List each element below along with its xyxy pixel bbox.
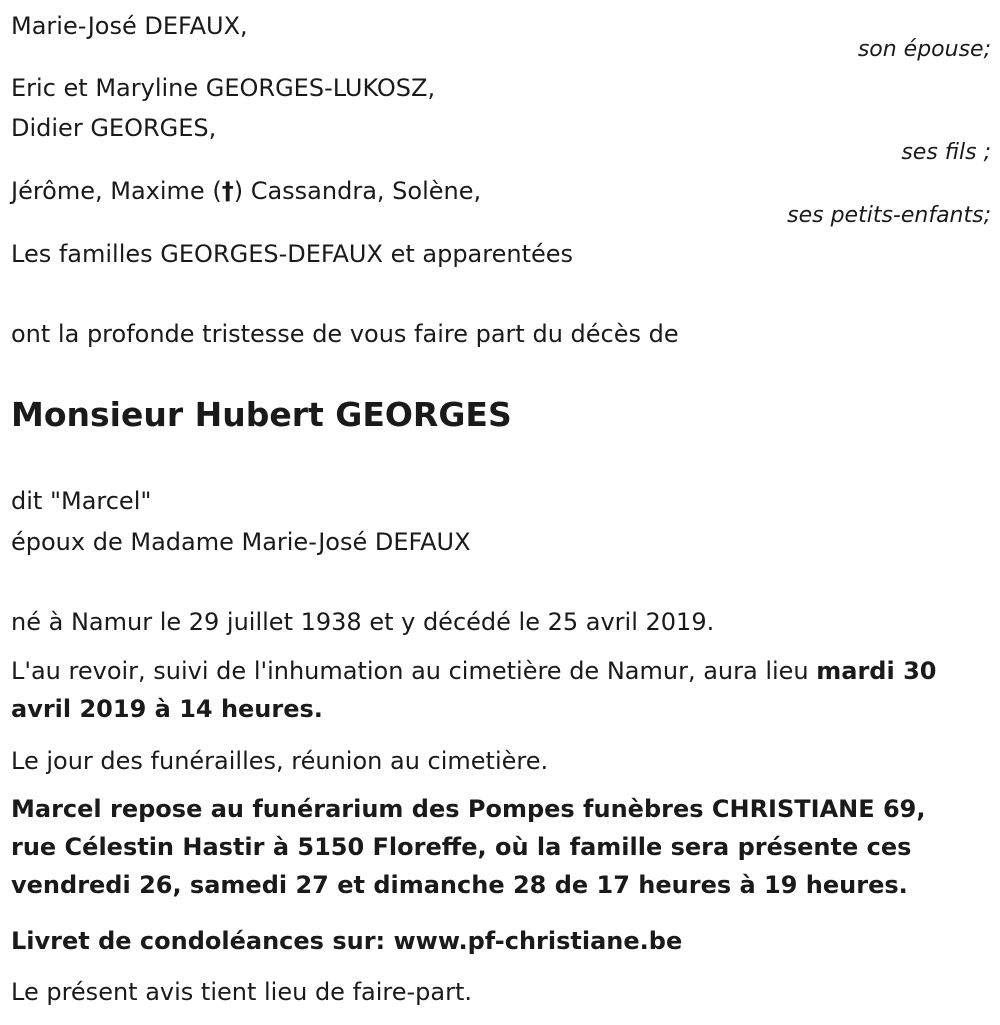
meeting-info: Le jour des funérailles, réunion au cimetière. <box>11 747 549 775</box>
spouse-name: Marie-José DEFAUX, <box>11 12 248 40</box>
spouse-of: époux de Madame Marie-José DEFAUX <box>11 528 471 556</box>
grandchildren-part-a: Jérôme, Maxime ( <box>11 177 222 205</box>
farewell-text: L'au revoir, suivi de l'inhumation au cimetière de Namur, aura lieu <box>11 657 817 685</box>
sons-role: ses fils ; <box>901 140 991 165</box>
condolences-line <box>11 922 682 960</box>
birth-death: né à Namur le 29 juillet 1938 et y décédé le 25 avril 2019. <box>11 608 715 636</box>
cross-icon: † <box>221 177 234 205</box>
condolences-link[interactable]: www.pf-christiane.be <box>393 927 683 955</box>
spouse-role: son épouse; <box>857 37 991 62</box>
notice-text: Le présent avis tient lieu de faire-part. <box>11 978 473 1006</box>
farewell-paragraph <box>11 652 981 728</box>
farewell-date: mardi 30 avril 2019 à 14 heures. <box>11 657 937 723</box>
grandchildren-role: ses petits-enfants; <box>787 203 991 228</box>
grandchildren-part-b: ) Cassandra, Solène, <box>233 177 482 205</box>
condolences-label: Livret de condoléances sur: <box>11 927 394 955</box>
son-1: Eric et Maryline GEORGES-LUKOSZ, <box>11 74 436 102</box>
deceased-name: Monsieur Hubert GEORGES <box>11 395 512 434</box>
families: Les familles GEORGES-DEFAUX et apparentées <box>11 240 574 268</box>
son-2: Didier GEORGES, <box>11 114 217 142</box>
rest-info: Marcel repose au funérarium des Pompes funèbres CHRISTIANE 69, rue Célestin Hastir à 5150 Floreffe, où la famille sera présente ces vendredi 26, samedi 27 et dimanche 28 de 17 heures à 19 heures. <box>11 795 926 899</box>
announcement-intro: ont la profonde tristesse de vous faire part du décès de <box>11 320 679 348</box>
nickname: dit "Marcel" <box>11 487 152 515</box>
